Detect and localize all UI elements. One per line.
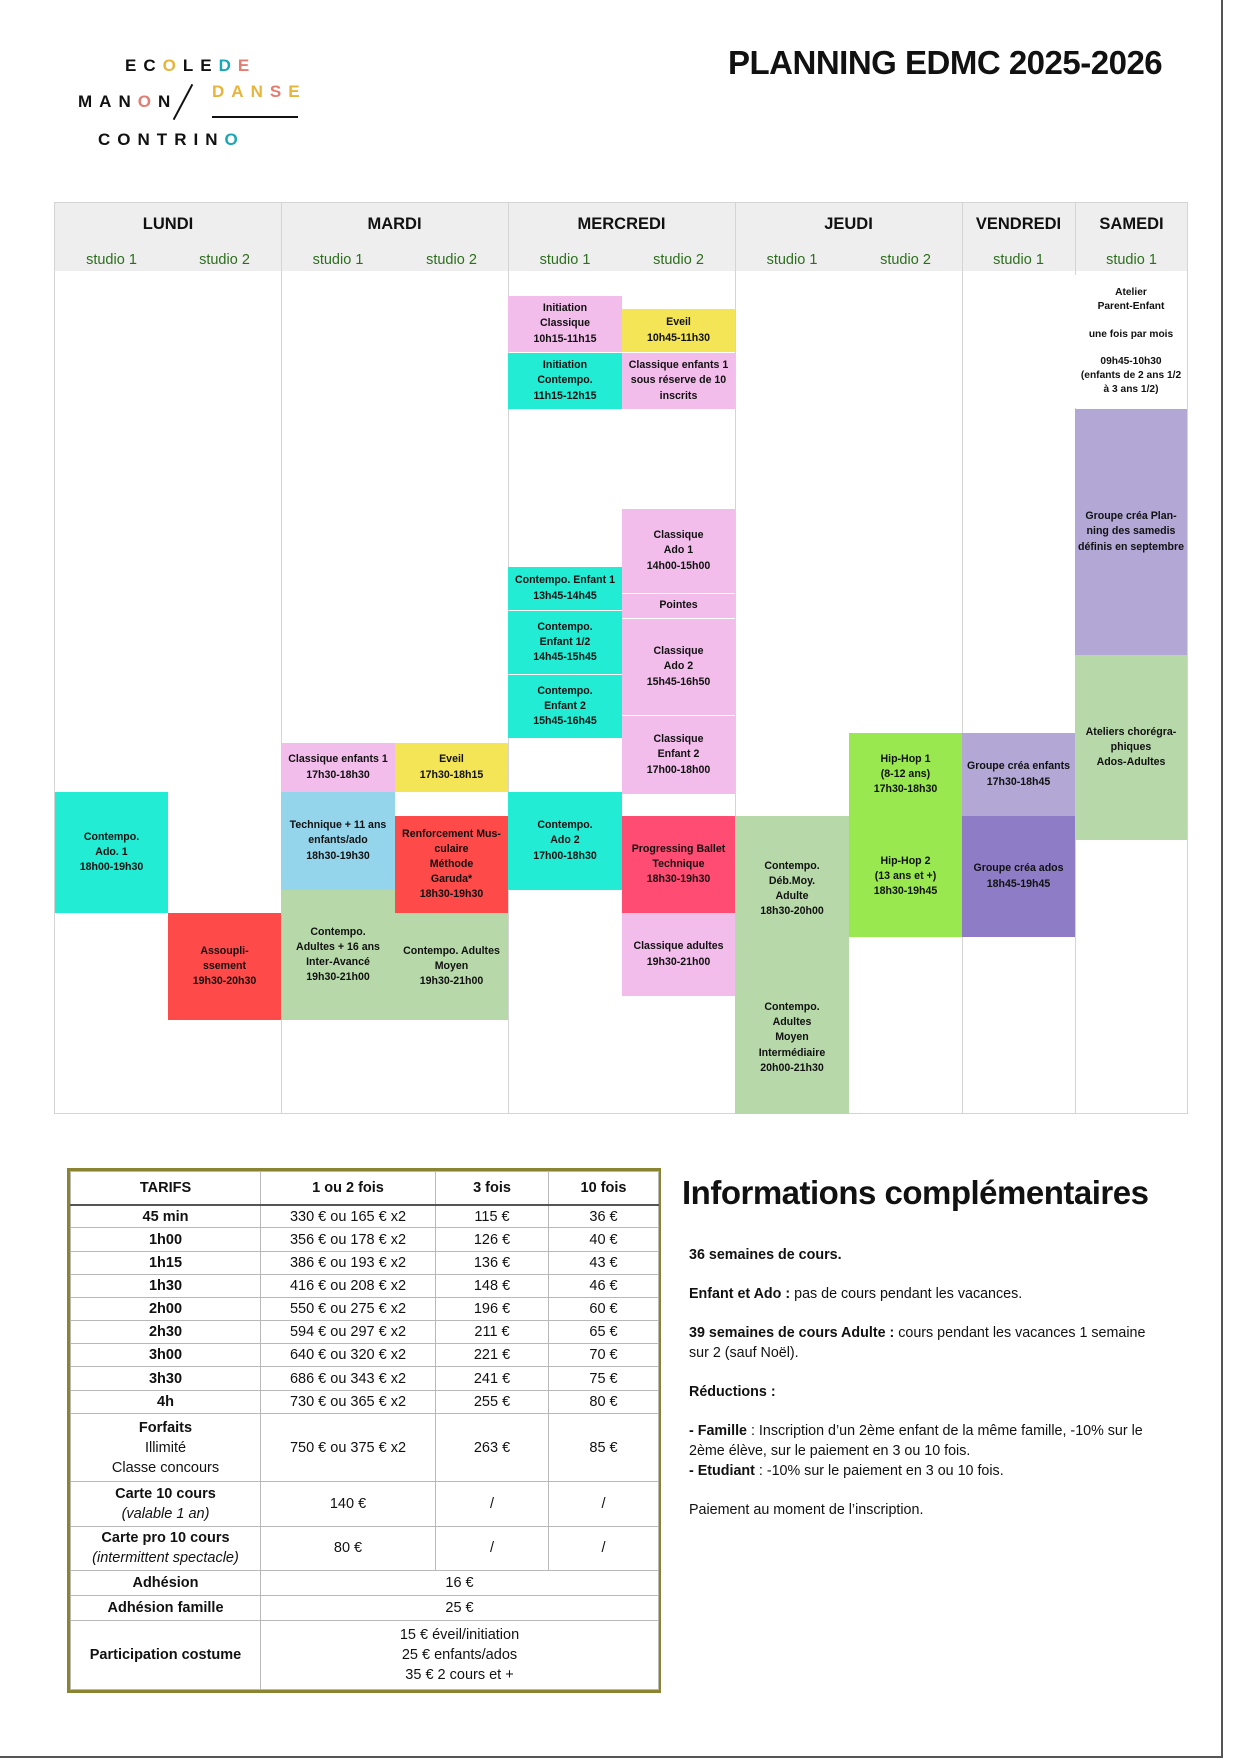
price-cell: 356 € ou 178 € x2 xyxy=(261,1228,436,1251)
class-block[interactable]: Classique Ado 1 14h00-15h00 xyxy=(622,509,735,593)
price-cell: 241 € xyxy=(436,1367,549,1390)
price-cell: / xyxy=(436,1526,549,1570)
day-samedi: SAMEDI xyxy=(1099,215,1164,233)
carte-label: Carte 10 cours xyxy=(115,1485,216,1502)
costume-line: 15 € éveil/initiation xyxy=(399,1627,520,1644)
carte-pro-label: Carte pro 10 cours xyxy=(101,1530,230,1547)
info-weeks: 36 semaines de cours. xyxy=(689,1247,842,1263)
class-block[interactable]: Renforcement Mus- culaire Méthode Garuda* 18h30-19h30 xyxy=(395,816,508,913)
price-cell: / xyxy=(549,1482,659,1526)
row-label: Adhésion famille xyxy=(71,1596,261,1621)
price-cell: 263 € xyxy=(436,1413,549,1482)
logo-underline xyxy=(212,116,298,118)
price-cell: 115 € xyxy=(436,1205,549,1228)
row-label: 45 min xyxy=(71,1205,261,1228)
price-cell: 140 € xyxy=(261,1482,436,1526)
price-cell: 126 € xyxy=(436,1228,549,1251)
row-label: Participation costume xyxy=(71,1621,261,1690)
class-block[interactable]: Initiation Contempo. 11h15-12h15 xyxy=(508,353,622,409)
class-block[interactable]: Contempo. Ado. 1 18h00-19h30 xyxy=(55,792,168,913)
price-cell: 255 € xyxy=(436,1390,549,1413)
class-block[interactable]: Contempo. Enfant 1/2 14h45-15h45 xyxy=(508,611,622,674)
tarifs-header: TARIFS xyxy=(71,1172,261,1205)
row-label: 1h00 xyxy=(71,1228,261,1251)
class-block[interactable]: Groupe créa ados 18h45-19h45 xyxy=(962,816,1075,937)
tarifs-header: 10 fois xyxy=(549,1172,659,1205)
row-label xyxy=(71,1482,261,1526)
info-etudiant-label: - Etudiant xyxy=(689,1463,755,1479)
class-block[interactable]: Contempo. Adultes Moyen Intermédiaire 20h00-21h30 xyxy=(735,962,849,1114)
price-cell: 211 € xyxy=(436,1321,549,1344)
logo-line-1: ECOLEDE xyxy=(125,56,257,75)
price-cell: 70 € xyxy=(549,1344,659,1367)
day-lundi: LUNDI xyxy=(142,215,194,233)
price-cell: 16 € xyxy=(261,1570,659,1595)
studio-label: studio 1 xyxy=(539,252,591,268)
class-block[interactable]: Pointes xyxy=(622,594,735,618)
table-row xyxy=(71,1297,659,1320)
table-row-adhesion-famille xyxy=(71,1596,659,1621)
row-label: 2h00 xyxy=(71,1297,261,1320)
price-cell: 60 € xyxy=(549,1297,659,1320)
info-adulte-text: cours pendant les vacances 1 semaine sur 2 (sauf Noël). xyxy=(689,1325,1146,1361)
price-cell: 148 € xyxy=(436,1274,549,1297)
studio-label: studio 2 xyxy=(426,252,477,268)
price-cell: 196 € xyxy=(436,1297,549,1320)
price-cell: 221 € xyxy=(436,1344,549,1367)
row-label: 1h15 xyxy=(71,1251,261,1274)
class-block[interactable]: Classique Ado 2 15h45-16h50 xyxy=(622,619,735,715)
row-label: 3h30 xyxy=(71,1367,261,1390)
tarifs-header: 1 ou 2 fois xyxy=(261,1172,436,1205)
price-cell: 43 € xyxy=(549,1251,659,1274)
carte-note: (valable 1 an) xyxy=(121,1505,210,1522)
info-paiement: Paiement au moment de l’inscription. xyxy=(689,1502,924,1518)
studio-label: studio 1 xyxy=(1106,252,1157,268)
table-row xyxy=(71,1228,659,1251)
day-mercredi: MERCREDI xyxy=(577,215,666,233)
info-title: Informations complémentaires xyxy=(682,1174,1149,1211)
day-divider xyxy=(962,203,963,1113)
price-cell: 46 € xyxy=(549,1274,659,1297)
price-cell: 730 € ou 365 € x2 xyxy=(261,1390,436,1413)
class-block[interactable]: Classique enfants 1 sous réserve de 10 inscrits xyxy=(622,353,735,409)
price-cell: 136 € xyxy=(436,1251,549,1274)
class-block[interactable]: Contempo. Déb.Moy. Adulte 18h30-20h00 xyxy=(735,816,849,962)
class-block[interactable]: Classique adultes 19h30-21h00 xyxy=(622,913,735,996)
table-row xyxy=(71,1390,659,1413)
studio-label: studio 2 xyxy=(199,252,250,268)
class-block[interactable]: Assoupli- ssement 19h30-20h30 xyxy=(168,913,281,1020)
logo-line-2b: DANSE xyxy=(212,82,307,101)
tarifs-table xyxy=(67,1168,661,1693)
price-cell: / xyxy=(436,1482,549,1526)
price-cell: 25 € xyxy=(261,1596,659,1621)
class-block[interactable]: Classique enfants 1 17h30-18h30 xyxy=(281,743,395,792)
day-vendredi: VENDREDI xyxy=(975,215,1062,233)
row-label xyxy=(71,1413,261,1482)
class-block[interactable]: Contempo. Enfant 2 15h45-16h45 xyxy=(508,675,622,738)
price-cell: 750 € ou 375 € x2 xyxy=(261,1413,436,1482)
price-cell: 80 € xyxy=(549,1390,659,1413)
price-cell: 640 € ou 320 € x2 xyxy=(261,1344,436,1367)
info-adulte-label: 39 semaines de cours Adulte : xyxy=(689,1325,895,1341)
info-etudiant-text: : -10% sur le paiement en 3 ou 10 fois. xyxy=(754,1463,1004,1479)
table-row-adhesion xyxy=(71,1570,659,1595)
class-block[interactable]: Initiation Classique 10h15-11h15 xyxy=(508,296,622,352)
studio-label: studio 1 xyxy=(993,252,1044,268)
price-cell: 75 € xyxy=(549,1367,659,1390)
row-label: 3h00 xyxy=(71,1344,261,1367)
info-enfant-label: Enfant et Ado : xyxy=(689,1286,791,1302)
table-row xyxy=(71,1274,659,1297)
forfaits-sub: Illimité xyxy=(144,1439,187,1456)
price-cell: 416 € ou 208 € x2 xyxy=(261,1274,436,1297)
studio-label: studio 1 xyxy=(312,252,364,268)
class-block[interactable]: Atelier Parent-Enfant une fois par mois 09h45-10h30 (enfants de 2 ans 1/2 à 3 ans 1/2) xyxy=(1075,275,1187,408)
studio-label: studio 1 xyxy=(86,252,137,268)
table-row xyxy=(71,1251,659,1274)
info-reductions: Réductions : xyxy=(689,1384,776,1400)
class-block[interactable]: Hip-Hop 1 (8-12 ans) 17h30-18h30 xyxy=(849,733,962,816)
price-cell: 686 € ou 343 € x2 xyxy=(261,1367,436,1390)
price-cell: 330 € ou 165 € x2 xyxy=(261,1205,436,1228)
row-label: 1h30 xyxy=(71,1274,261,1297)
row-label: 2h30 xyxy=(71,1321,261,1344)
price-cell: 594 € ou 297 € x2 xyxy=(261,1321,436,1344)
class-block[interactable]: Contempo. Adultes Moyen 19h30-21h00 xyxy=(395,913,508,1020)
page-title: PLANNING EDMC 2025-2026 xyxy=(728,44,1163,81)
price-cell: 40 € xyxy=(549,1228,659,1251)
class-block[interactable]: Eveil 10h45-11h30 xyxy=(622,309,735,352)
price-cell xyxy=(261,1621,659,1690)
class-block[interactable]: Hip-Hop 2 (13 ans et +) 18h30-19h45 xyxy=(849,816,962,937)
price-cell: 36 € xyxy=(549,1205,659,1228)
table-row xyxy=(71,1321,659,1344)
school-logo xyxy=(70,52,310,162)
class-block[interactable]: Progressing Ballet Technique 18h30-19h30 xyxy=(622,816,735,913)
class-block[interactable]: Technique + 11 ans enfants/ado 18h30-19h30 xyxy=(281,792,395,890)
class-block[interactable]: Groupe créa Plan- ning des samedis définis en septembre xyxy=(1075,409,1187,655)
day-jeudi: JEUDI xyxy=(824,215,873,233)
table-row-carte-pro xyxy=(71,1526,659,1570)
info-famille-text: : Inscription d’un 2ème enfant de la même famille, -10% sur le 2ème élève, sur le paiement en 3 ou 10 fois. xyxy=(689,1423,1143,1459)
studio-label: studio 2 xyxy=(653,252,704,268)
row-label: 4h xyxy=(71,1390,261,1413)
forfaits-sub: Classe concours xyxy=(111,1459,220,1476)
tarifs-header: 3 fois xyxy=(436,1172,549,1205)
costume-line: 35 € 2 cours et + xyxy=(405,1667,514,1684)
table-row xyxy=(71,1367,659,1390)
info-enfant-text: pas de cours pendant les vacances. xyxy=(790,1286,1023,1302)
class-block[interactable]: Contempo. Adultes + 16 ans Inter-Avancé 19h30-21h00 xyxy=(281,890,395,1020)
day-mardi: MARDI xyxy=(367,215,422,233)
table-row-costume xyxy=(71,1621,659,1690)
price-cell: 550 € ou 275 € x2 xyxy=(261,1297,436,1320)
logo-line-3: CONTRINO xyxy=(98,130,245,149)
price-cell: 80 € xyxy=(261,1526,436,1570)
row-label xyxy=(71,1526,261,1570)
info-block xyxy=(689,1245,1169,1520)
carte-pro-note: (intermittent spectacle) xyxy=(92,1550,239,1567)
class-block[interactable]: Contempo. Ado 2 17h00-18h30 xyxy=(508,792,622,890)
table-row-carte xyxy=(71,1482,659,1526)
logo-line-2a: MANON xyxy=(78,92,178,111)
studio-label: studio 2 xyxy=(880,252,931,268)
table-row-forfaits xyxy=(71,1413,659,1482)
table-row xyxy=(71,1344,659,1367)
class-block[interactable]: Groupe créa enfants 17h30-18h45 xyxy=(962,733,1075,816)
costume-line: 25 € enfants/ados xyxy=(401,1647,518,1664)
row-label: Adhésion xyxy=(71,1570,261,1595)
table-row xyxy=(71,1205,659,1228)
class-block[interactable]: Classique Enfant 2 17h00-18h00 xyxy=(622,716,735,794)
info-famille-label: - Famille xyxy=(689,1423,747,1439)
price-cell: / xyxy=(549,1526,659,1570)
class-block[interactable]: Contempo. Enfant 1 13h45-14h45 xyxy=(508,567,622,610)
price-cell: 85 € xyxy=(549,1413,659,1482)
forfaits-label: Forfaits xyxy=(138,1419,193,1436)
class-block[interactable]: Ateliers chorégra- phiques Ados-Adultes xyxy=(1075,655,1187,840)
studio-label: studio 1 xyxy=(766,252,818,268)
price-cell: 65 € xyxy=(549,1321,659,1344)
schedule-grid xyxy=(54,202,1188,1114)
price-cell: 386 € ou 193 € x2 xyxy=(261,1251,436,1274)
class-block[interactable]: Eveil 17h30-18h15 xyxy=(395,743,508,792)
